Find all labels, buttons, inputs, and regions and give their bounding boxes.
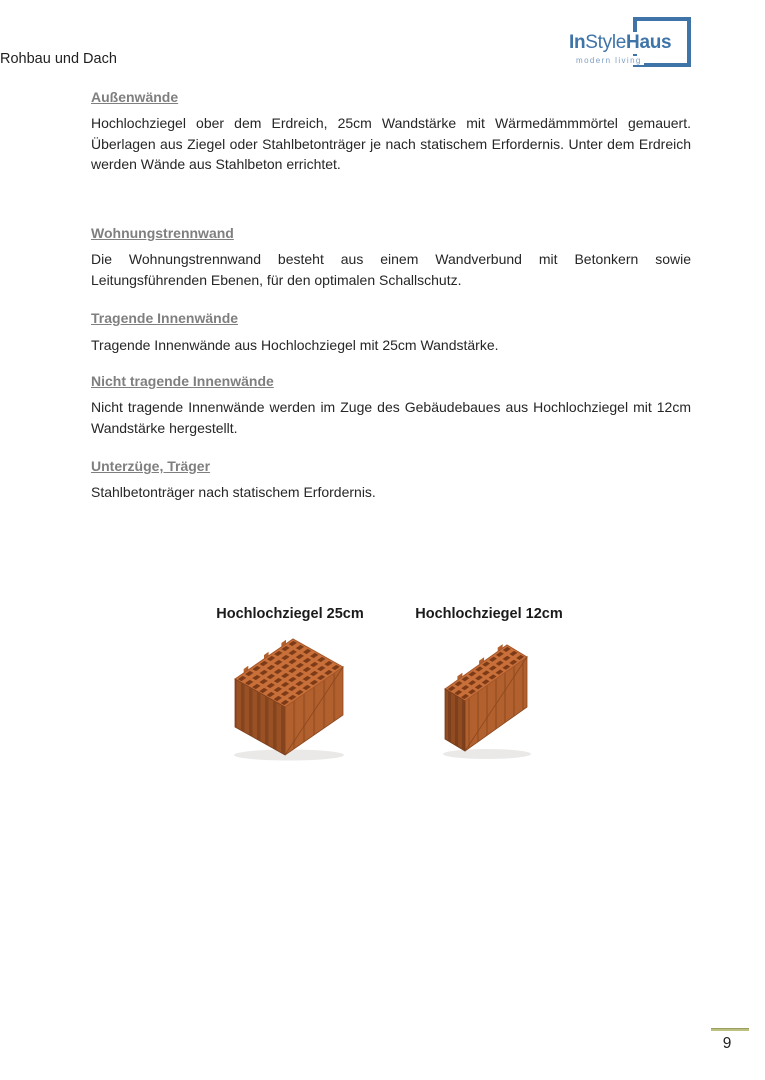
section-body-nicht-tragende-innenwaende: Nicht tragende Innenwände werden im Zuge des Gebäudebaues aus Hochlochziegel mit 12cm Wandstärke hergestellt. bbox=[91, 399, 691, 436]
instylehaus-logo bbox=[569, 17, 691, 71]
logo-tagline: modern living bbox=[576, 56, 642, 65]
logo-word-haus: Haus bbox=[626, 32, 672, 53]
section-body-unterzuege-traeger: Stahlbetonträger nach statischem Erfordernis. bbox=[91, 484, 376, 500]
section-heading-nicht-tragende-innenwaende: Nicht tragende Innenwände bbox=[91, 373, 274, 389]
logo-word-in: In bbox=[569, 32, 586, 53]
section-heading-unterzuege-traeger: Unterzüge, Träger bbox=[91, 458, 211, 474]
brick-12cm-image bbox=[441, 639, 538, 760]
brick-figures-row bbox=[91, 604, 691, 769]
logo-wordmark bbox=[569, 32, 674, 54]
section-heading-wohnungstrennwand: Wohnungstrennwand bbox=[91, 225, 234, 241]
footer-accent-line bbox=[711, 1028, 749, 1031]
logo-word-style: Style bbox=[585, 32, 627, 53]
page-number: 9 bbox=[722, 1035, 732, 1052]
figure-brick-25cm bbox=[196, 604, 384, 761]
figure-caption-12cm: Hochlochziegel 12cm bbox=[415, 606, 563, 622]
figure-brick-12cm bbox=[395, 604, 583, 760]
section-body-tragende-innenwaende: Tragende Innenwände aus Hochlochziegel mit 25cm Wandstärke. bbox=[91, 337, 499, 353]
section-heading-aussenwaende: Außenwände bbox=[91, 89, 179, 105]
section-body-wohnungstrennwand: Die Wohnungstrennwand besteht aus einem Wandverbund mit Betonkern sowie Leitungsführenden Ebenen, für den optimalen Schallschutz. bbox=[91, 251, 691, 288]
section-heading-tragende-innenwaende: Tragende Innenwände bbox=[91, 310, 239, 326]
page-title: Rohbau und Dach bbox=[0, 51, 117, 67]
section-body-aussenwaende: Hochlochziegel ober dem Erdreich, 25cm Wandstärke mit Wärmedämmmörtel gemauert. Überlagen aus Ziegel oder Stahlbetonträger je nach statischem Erfordernis. Unter dem Erdreich werden Wände aus Stahlbeton errichtet. bbox=[91, 115, 691, 172]
figure-caption-25cm: Hochlochziegel 25cm bbox=[216, 606, 364, 622]
brick-25cm-image bbox=[233, 635, 347, 761]
